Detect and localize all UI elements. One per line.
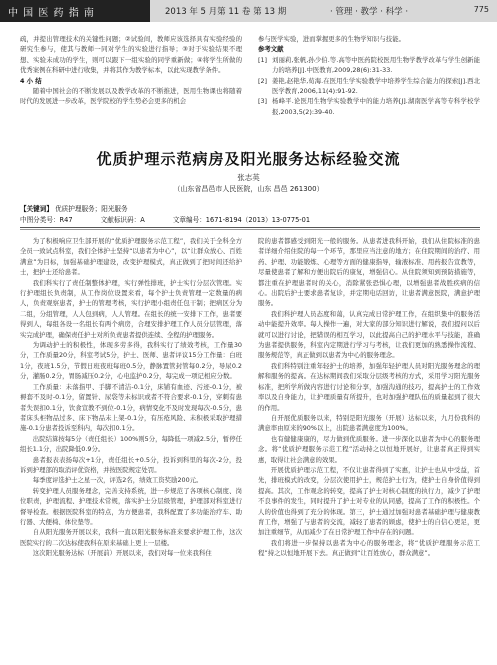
body-paragraph: 自开展优质服务以来，特别是阳光服务（开展）达标以来，九月份我科的满意率由原来的90%以上，出院患者满意度为100%。 [258, 413, 480, 433]
section-label: · 管理 · 教学 · 科学 · [330, 7, 409, 17]
conclusion-heading: 4 小 结 [20, 76, 42, 85]
keywords-line [20, 203, 128, 213]
conclusion-paragraph: 随着中国社会的不断发展以及教学改革的不断推进，医用生物课也将随着时代的发展进一步改革，医学院校的学生势必会更多的机会 [20, 87, 242, 106]
reference-item: [3] 杨峰平.论医用生物学实验教学中的能力培养[J].湖南医学高等专科学校学报,2003,5(2):39-40. [258, 97, 480, 116]
body-left-column [20, 236, 242, 660]
journal-name: 中 国 医 药 指 南 [8, 8, 95, 19]
body-paragraph: 我们科护理人员态度和蔼，认真完成日常护理工作，在组织集中的服务活动中能提升效率。每人操作一遍，对大家的部分知识进行解说，我们提问以后就可以进行讨论，把错误的相互学习，以此提高自己的护理水平与技能，准确为患者提供服务，科室内定期进行学习与考核，让我们更加的熟悉操作流程、服务规范等，真正做到以患者为中心的服务理念。 [258, 309, 480, 360]
body-paragraph: 我们科实行了责任制整体护理，实行弹性排班，护士实行分层次管理。实行护理组长负责制，从工作岗位设置来看，每个护士负责管理一定数量的病人，负责观察患者，护士的管理考核，实行护理小组责任包干制；把病区分为二组，分组管理，人人包到病，人人管理。在组长的统一安排下工作，患者要得到人，每组各设一名组长有两个病房，合理安排护理工作人员分层管理，落实完成护理，确保责任护士对所负责患者提供连续、全程的护理服务。 [20, 278, 242, 339]
reference-item: [2] 姜艳,赵艳华,荀海.在医用生学实验教学中培养学生综合能力的探索[J].西北医学教育,2006,11(4):91-92. [258, 76, 480, 96]
prev-article-right-column [258, 34, 480, 117]
prev-article-continuation: 参与医学实验，进而掌握更多的生物学知识与技能。 [258, 35, 405, 43]
keywords-text: 优质护理服务；阳光服务 [55, 205, 128, 213]
body-paragraph: 这次阳光服务达标（开展前）开展以来，我们对每一位来我科住 [32, 549, 212, 558]
body-paragraph: 我们将进一步保持以患者为中心的服务理念，将“优质护理服务示范工程”持之以恒地开展下去。真正做到“让百姓放心，群众满意”。 [258, 538, 480, 558]
body-paragraph: 为调动护士的积极性，体现多劳多得，我科实行了绩效考核，工作量30分，工作质量20分，科室考试5分，护士、医师、患者评议15分工作量：白班1分，夜班1.5分，节假日班夜班每班0.5分，静脉置管封管每0.2分，导尿0.2分，灌肠0.2分，胃肠减压0.2分，心电监护0.2分，每完成一项记相应分数。 [20, 341, 242, 381]
divider-rule [20, 229, 480, 230]
body-paragraph: 也有健健康康的，尽力做到优质服务。进一步深化以患者为中心的服务理念。将“优质护理服务示范工程”活动持之以恒地开展好，让患者真正得到实惠，取得让社会满意的效果。 [258, 434, 480, 464]
article-meta-line [20, 214, 480, 224]
body-paragraph: 院的患者都感受到阳光一般的服务。从患者进我科开始，我们从住院标准的患者详细介绍住院的每一个环节，那里应当注意的地方；在住院期间的治疗、用药、护理、功能锻炼、心理等方面的健康指导，输液标准、用药报告宣教等，尽量使患者了解和方便出院后的康复，增强信心。从住院须知到预防措施等，都注重在护理患者时的关心，消除紧张恐惧心理，以增强患者战胜疾病的信心。出院后护士要求患者复诊，并定期电话回访，让患者满意医院，满意护理服务。 [258, 237, 480, 308]
journal-header-band [0, 0, 150, 22]
document-code: 文献标识码：A [100, 216, 145, 224]
prev-article-paragraph: 疏，并提出管理技术的关键性问题；②试验间，教师应该选择具有实验经验的研究生参与，使其与教师一同对学生的实验进行指导；③对于实验结果不理想、实验未成功的学生，则可以跟下一组实验的同学重新做；④将学生所做的优秀案例在科研中进行收集，并将其作为教学标本，以此实现教学条件。 [20, 35, 242, 75]
article-affiliation: （山东省昌邑市人民医院，山东 昌邑 261300） [173, 185, 324, 193]
body-paragraph: 我们科特别注重年轻护士的培养，加强年轻护理人员对阳光服务理念的理解和服务的提高。在达标期间我们采取分层级考核的方式，采用学习阳光服务标准，把所学所做内容进行讨论和分享，加强沟通的技巧，提高护士的工作效率以及自身能力，让护理质量有所提升，也对加强护理队伍的质量起到了很大的作用。 [258, 361, 480, 412]
body-paragraph: 转变护理人员服务理念，完善支持系统，进一步规范了各项核心制度、岗位职责，护理流程、护理技术常规，落实护士分层级管理，护理部对科室进行督导检查。根据医院科室的特点，为方便患者，我科配置了多功能治疗车、助行器、大便椅、体位垫等。 [20, 486, 242, 526]
references-heading: 参考文献 [258, 45, 284, 54]
article-number: 文章编号：1671-8194（2013）13-0775-01 [172, 216, 311, 224]
body-paragraph: 自从阳光服务开展以来，我科一直以阳光服务标准来要求护理工作，这次医院实行的二次达标使我科在原来基础上更上一层楼。 [20, 528, 242, 547]
body-paragraph: 每季度评选护士之星一次，评选2名，绩效工资奖励200元。 [32, 476, 203, 485]
article-author: 张志英 [237, 173, 260, 182]
body-paragraph: 患者报表表扬每次+1分，责任组长+0.5分，投诉到科里的每次-2分，投诉到护理部的取消评优资格，并按医院规定处罚。 [20, 455, 242, 474]
journal-header [0, 0, 497, 22]
body-paragraph: 工作质量：未落指甲、手脚不清洁-0.1分，床铺有血迹、污迹-0.1分，被褥套不及时-0.1分，留置针、尿袋等未标识或者不符合要求-0.1分，穿刺有患者失误扣0.1分，饮食宣教不到位-0.1分，病情变化不及时发现每次-0.5分，患者床头柜物品过多、床下物品未上架-0.1分，有压疮风险、未积极采取护理措施-0.1分患者投诉至科内，每次扣0.1分。 [20, 382, 242, 433]
body-paragraph: 为了积极响应卫生部开展的“优质护理服务示范工程”，我们关于全科全方全员一致试点科室，我们全体护士坚持“以患者为中心”，以“让群众放心、百姓满意”为目标，加强基础护理建设，改变护理模式，真正做到了把时间还给护士，把护士还给患者。 [20, 237, 242, 277]
issue-info: 2013 年 5 月第 11 卷 第 13 期 [165, 7, 287, 17]
prev-article-left-column [20, 34, 242, 107]
body-paragraph: 出院结算按每5分（责任组长）100%则5分，每降低一项减2.5分，暂停任组长1.1分，出院降低0.9分。 [20, 434, 242, 454]
page-number: 775 [473, 5, 489, 14]
reference-item: [1] 刘丽莉,张帆,孙少伯.等.高等中医药院校医用生物学教学改革与学生创新能力的培养[J].中医教育,2009,28(6):31-33. [258, 55, 480, 75]
divider-rule [20, 227, 480, 228]
article-title: 优质护理示范病房及阳光服务达标经验交流 [96, 150, 401, 168]
keywords-label: 【关键词】 [20, 205, 53, 213]
body-right-column [258, 236, 480, 660]
body-paragraph: 开展优质护理示范工程，不仅让患者得到了实惠，让护士也从中受益，首先，排班模式的改变，分层次使用护士，规范护士行为，使护士自身价值得到提高。其次，工作观念的转变，提高了护士对核心制度的执行力，减少了护理不良事件的发生，同时提升了护士对专业的认同感，提高了工作的积极性。个人的价值也得到了充分的体现。第三，护士通过加强对患者基础护理与健康教育工作，增强了与患者的交流，减轻了患者的顾虑，使护士的自信心更足，更加注重细节，从而减少了在日常护理工作中存在的问题。 [258, 465, 480, 537]
clc-number: 中图分类号：R47 [20, 216, 73, 224]
